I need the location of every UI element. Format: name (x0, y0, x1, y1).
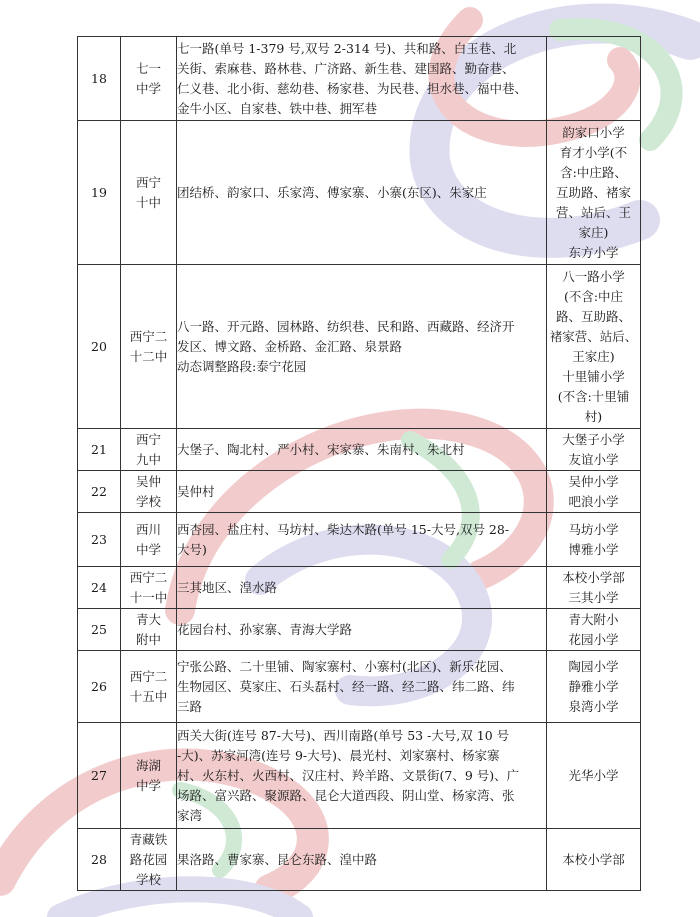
table-row (78, 429, 641, 471)
table-row (78, 265, 641, 429)
district-area: 团结桥、韵家口、乐家湾、傅家寨、小寨(东区)、朱家庄 (177, 121, 547, 265)
district-area: 三其地区、湟水路 (177, 567, 547, 609)
primary-schools: 本校小学部 (547, 829, 641, 891)
table-row (78, 651, 641, 723)
middle-school-name: 西宁二 十二中 (121, 265, 177, 429)
primary-schools: 吴仲小学 吧浪小学 (547, 471, 641, 513)
district-area: 西杏园、盐庄村、马坊村、柴达木路(单号 15-大号,双号 28- 大号) (177, 513, 547, 567)
row-number: 18 (78, 37, 121, 121)
school-district-table (77, 36, 641, 891)
district-area: 吴仲村 (177, 471, 547, 513)
table-row (78, 567, 641, 609)
middle-school-name: 西宁二 十一中 (121, 567, 177, 609)
district-area: 大堡子、陶北村、严小村、宋家寨、朱南村、朱北村 (177, 429, 547, 471)
primary-schools: 马坊小学 博雅小学 (547, 513, 641, 567)
district-area: 七一路(单号 1-379 号,双号 2-314 号)、共和路、白玉巷、北 关街、索麻巷、路林巷、广济路、新生巷、建国路、勤奋巷、 仁义巷、北小街、慈幼巷、杨家巷、为民巷、担水巷、福中巷、 金牛小区、自家巷、铁中巷、拥军巷 (177, 37, 547, 121)
middle-school-name: 青大 附中 (121, 609, 177, 651)
row-number: 24 (78, 567, 121, 609)
primary-schools: 光华小学 (547, 723, 641, 829)
middle-school-name: 吴仲 学校 (121, 471, 177, 513)
middle-school-name: 西宁 十中 (121, 121, 177, 265)
middle-school-name: 七一 中学 (121, 37, 177, 121)
district-area: 花园台村、孙家寨、青海大学路 (177, 609, 547, 651)
district-area: 八一路、开元路、园林路、纺织巷、民和路、西藏路、经济开 发区、博文路、金桥路、金汇路、泉景路 动态调整路段:泰宁花园 (177, 265, 547, 429)
row-number: 28 (78, 829, 121, 891)
primary-schools (547, 37, 641, 121)
row-number: 25 (78, 609, 121, 651)
table-row (78, 471, 641, 513)
middle-school-name: 西川 中学 (121, 513, 177, 567)
middle-school-name: 西宁二 十五中 (121, 651, 177, 723)
table-row (78, 513, 641, 567)
district-area: 宁张公路、二十里铺、陶家寨村、小寨村(北区)、新乐花园、 生物园区、莫家庄、石头磊村、经一路、经二路、纬二路、纬 三路 (177, 651, 547, 723)
primary-schools: 本校小学部 三其小学 (547, 567, 641, 609)
row-number: 27 (78, 723, 121, 829)
district-area: 西关大街(连号 87-大号)、西川南路(单号 53 -大号,双 10 号 -大)、苏家河湾(连号 9-大号)、晨光村、刘家寨村、杨家寨 村、火东村、火西村、汉庄村、羚羊路、文景街(7、9 号)、广 场路、富兴路、聚源路、昆仑大道西段、阴山堂、杨家湾、张 家湾 (177, 723, 547, 829)
middle-school-name: 海湖 中学 (121, 723, 177, 829)
district-area: 果洛路、曹家寨、昆仑东路、湟中路 (177, 829, 547, 891)
table-row (78, 121, 641, 265)
row-number: 26 (78, 651, 121, 723)
row-number: 20 (78, 265, 121, 429)
row-number: 22 (78, 471, 121, 513)
middle-school-name: 青藏铁 路花园 学校 (121, 829, 177, 891)
table-row (78, 37, 641, 121)
row-number: 23 (78, 513, 121, 567)
row-number: 21 (78, 429, 121, 471)
primary-schools: 陶园小学 静雅小学 泉湾小学 (547, 651, 641, 723)
middle-school-name: 西宁 九中 (121, 429, 177, 471)
primary-schools: 大堡子小学 友谊小学 (547, 429, 641, 471)
primary-schools: 青大附小 花园小学 (547, 609, 641, 651)
table-row (78, 723, 641, 829)
primary-schools: 八一路小学 (不含:中庄 路、互助路、 褚家营、站后、 王家庄) 十里铺小学 (不含:十里铺 村) (547, 265, 641, 429)
row-number: 19 (78, 121, 121, 265)
watermark-arc-purple-3 (60, 889, 300, 917)
table-row (78, 829, 641, 891)
table-row (78, 609, 641, 651)
primary-schools: 韵家口小学 育才小学(不 含:中庄路、 互助路、褚家 营、站后、王 家庄) 东方小学 (547, 121, 641, 265)
